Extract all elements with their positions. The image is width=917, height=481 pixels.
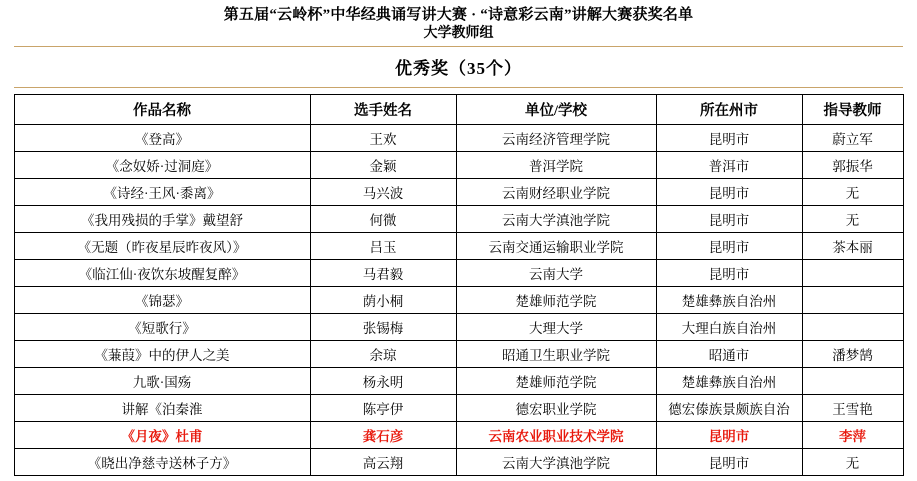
cell-work-title: 《念奴娇·过洞庭》 [14,152,310,179]
cell-contestant-name: 金颖 [310,152,456,179]
cell-prefecture: 昆明市 [656,125,802,152]
cell-organization: 云南大学滇池学院 [456,449,656,476]
cell-contestant-name: 陈亭伊 [310,395,456,422]
cell-instructor: 李萍 [802,422,903,449]
cell-work-title: 《诗经·王风·黍离》 [14,179,310,206]
winners-table [14,94,904,476]
cell-contestant-name: 杨永明 [310,368,456,395]
cell-organization: 云南大学滇池学院 [456,206,656,233]
cell-organization: 德宏职业学院 [456,395,656,422]
cell-organization: 昭通卫生职业学院 [456,341,656,368]
cell-organization: 楚雄师范学院 [456,368,656,395]
cell-instructor: 无 [802,449,903,476]
cell-organization: 云南交通运输职业学院 [456,233,656,260]
table-row [14,125,903,152]
award-section-header [14,47,903,88]
cell-prefecture: 昭通市 [656,341,802,368]
cell-prefecture: 昆明市 [656,449,802,476]
column-header-work-title: 作品名称 [14,95,310,125]
cell-work-title: 《我用残损的手掌》戴望舒 [14,206,310,233]
cell-contestant-name: 何微 [310,206,456,233]
cell-instructor: 无 [802,179,903,206]
cell-contestant-name: 吕玉 [310,233,456,260]
table-header-row [14,95,903,125]
cell-work-title: 《晓出净慈寺送林子方》 [14,449,310,476]
cell-work-title: 《锦瑟》 [14,287,310,314]
page-subtitle: 大学教师组 [423,26,494,41]
cell-organization: 普洱学院 [456,152,656,179]
table-row [14,314,903,341]
table-row [14,449,903,476]
cell-organization: 云南经济管理学院 [456,125,656,152]
cell-instructor: 茶本丽 [802,233,903,260]
table-row [14,287,903,314]
cell-contestant-name: 马兴波 [310,179,456,206]
cell-organization: 云南大学 [456,260,656,287]
cell-instructor: 无 [802,206,903,233]
cell-work-title: 《无题（昨夜星辰昨夜风）》 [14,233,310,260]
cell-contestant-name: 王欢 [310,125,456,152]
table-row [14,152,903,179]
cell-prefecture: 昆明市 [656,260,802,287]
cell-prefecture: 昆明市 [656,179,802,206]
cell-instructor [802,287,903,314]
cell-instructor: 蔚立军 [802,125,903,152]
cell-instructor [802,260,903,287]
cell-work-title: 《登高》 [14,125,310,152]
table-row [14,233,903,260]
table-row [14,341,903,368]
cell-prefecture: 昆明市 [656,206,802,233]
cell-contestant-name: 荫小桐 [310,287,456,314]
cell-organization: 云南财经职业学院 [456,179,656,206]
table-row [14,368,903,395]
cell-prefecture: 德宏傣族景颇族自治 [656,395,802,422]
table-row [14,260,903,287]
cell-work-title: 《蒹葭》中的伊人之美 [14,341,310,368]
cell-prefecture: 楚雄彝族自治州 [656,287,802,314]
column-header-organization: 单位/学校 [456,95,656,125]
cell-prefecture: 楚雄彝族自治州 [656,368,802,395]
cell-work-title: 《月夜》杜甫 [14,422,310,449]
document-header [0,0,917,43]
cell-organization: 楚雄师范学院 [456,287,656,314]
award-label: 优秀奖（35个） [395,59,522,78]
cell-contestant-name: 余琼 [310,341,456,368]
cell-organization: 大理大学 [456,314,656,341]
table-row [14,179,903,206]
page-title: 第五届“云岭杯”中华经典诵写讲大赛 · “诗意彩云南”讲解大赛获奖名单 [223,7,694,23]
cell-contestant-name: 高云翔 [310,449,456,476]
table-row-highlighted [14,422,903,449]
cell-prefecture: 昆明市 [656,422,802,449]
cell-prefecture: 昆明市 [656,233,802,260]
cell-contestant-name: 张锡梅 [310,314,456,341]
cell-prefecture: 普洱市 [656,152,802,179]
cell-prefecture: 大理白族自治州 [656,314,802,341]
cell-work-title: 九歌·国殇 [14,368,310,395]
cell-contestant-name: 龚石彦 [310,422,456,449]
cell-instructor: 潘梦鹄 [802,341,903,368]
cell-instructor [802,368,903,395]
cell-work-title: 《短歌行》 [14,314,310,341]
cell-instructor [802,314,903,341]
column-header-contestant-name: 选手姓名 [310,95,456,125]
cell-instructor: 郭振华 [802,152,903,179]
cell-instructor: 王雪艳 [802,395,903,422]
cell-organization: 云南农业职业技术学院 [456,422,656,449]
column-header-prefecture: 所在州市 [656,95,802,125]
table-row [14,206,903,233]
table-row [14,395,903,422]
cell-work-title: 讲解《泊秦淮 [14,395,310,422]
cell-contestant-name: 马君毅 [310,260,456,287]
cell-work-title: 《临江仙·夜饮东坡醒复醉》 [14,260,310,287]
column-header-instructor: 指导教师 [802,95,903,125]
